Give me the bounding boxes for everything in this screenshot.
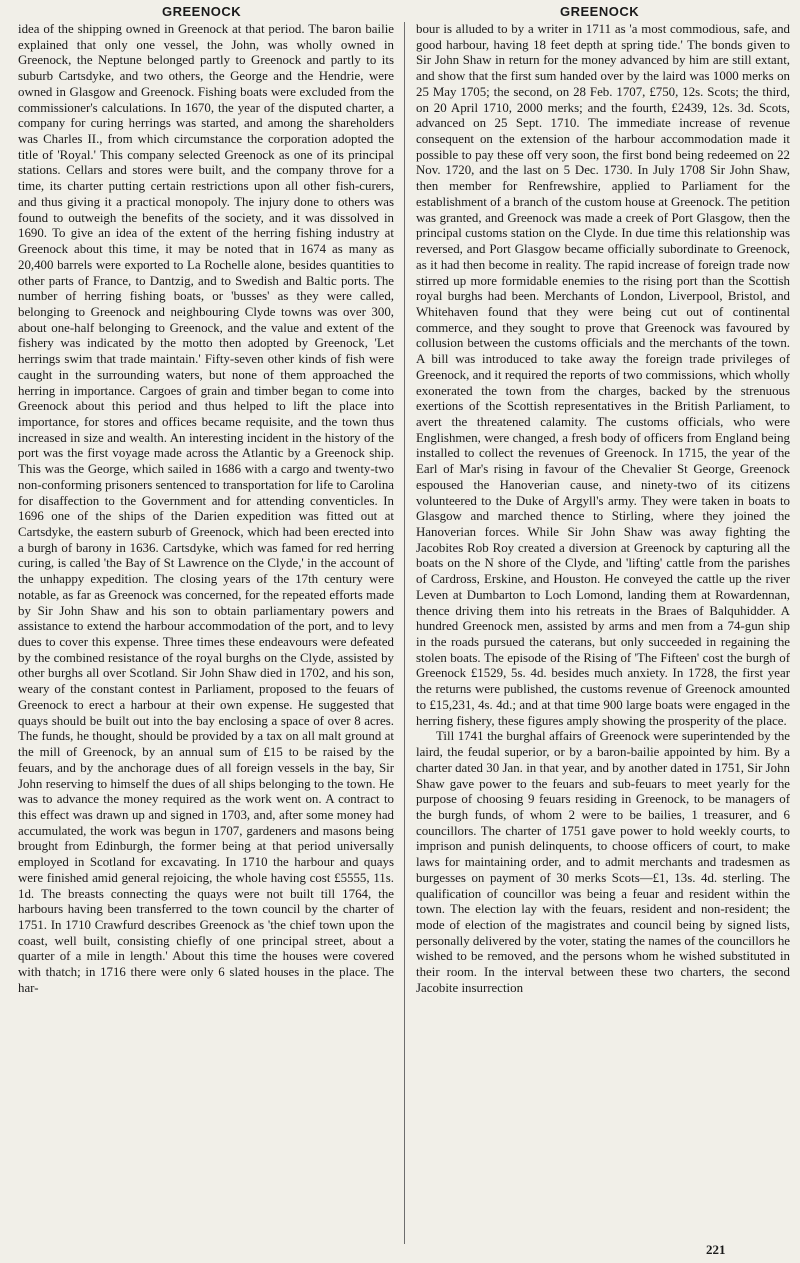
right-paragraph-1: bour is alluded to by a writer in 1711 as 'a most commodious, safe, and good harbour, having 18 feet depth at spring tide.' The bonds given to Sir John Shaw in return for the money advanced by him are still extant, and show that the first sum handed over by the laird was 1000 merks on 25 May 1705; the second, on 28 Feb. 1707, £750, 12s. Scots; the third, on 20 April 1710, 2000 merks; and the fourth, £2439, 12s. 3d. Scots, advanced on 25 Sept. 1710. The immediate increase of revenue consequent on the extension of the harbour accommodation made it possible to pay these off very soon, the first bond being redeemed on 22 Nov. 1720, and the last on 5 Dec. 1730. In July 1708 Sir John Shaw, then member for Renfrewshire, applied to Parliament for the establishment of a branch of the custom house at Greenock. The petition was granted, and Greenock was made a creek of Port Glasgow, then the principal customs station on the Clyde. In due time this relationship was reversed, and Port Glasgow became officially subordinate to Greenock, as it had then become in reality. The rapid increase of foreign trade now stirred up more formidable enemies to the rising port than the Scottish royal burghs had been. Merchants of London, Liverpool, Bristol, and Whitehaven found that they were being cut out of continental commerce, and they sought to prove that Greenock was favoured by collusion between the customs officials and the merchants of the town. A bill was introduced to take away the foreign trade privileges of Greenock, and it required the reports of two commissions, which wholly exonerated the town from the charges, backed by the strenuous exertions of the Scottish representatives in the British Parliament, to avert the threatened calamity. The customs officials, who were Englishmen, were changed, a fresh body of officers from England being installed to collect the revenues of Greenock. In 1715, the year of the Earl of Mar's rising in favour of the Chevalier St George, Greenock espoused the Hanoverian cause, and ninety-two of its citizens volunteered to the Duke of Argyll's army. They were taken in boats to Glasgow and marched thence to Stirling, where they joined the Hanoverian forces. While Sir John Shaw was away fighting the Jacobites Rob Roy created a diversion at Greenock by capturing all the boats on the N shore of the Clyde, and 'lifting' cattle from the parishes of Cardross, Erskine, and Houston. He conveyed the cattle up the river Leven at Dumbarton to Loch Lomond, landing them at Rowardennan, thence driving them into his retreats in the Braes of Balquhidder. A hundred Greenock men, assisted by arms and men from a 74-gun ship in the roads pursued the caterans, but only succeeded in regaining the stolen boats. The episode of the Rising of 'The Fifteen' cost the burgh of Greenock £1529, 5s. 4d. besides much anxiety. In 1728, the first year the returns were published, the customs revenue of Greenock amounted to £15,231, 4s. 4d.; and at that time 900 large boats were engaged in the herring fishery, these figures amply showing the prosperity of the place.: [416, 22, 790, 728]
running-head-left: GREENOCK: [162, 4, 242, 19]
left-paragraph-1: idea of the shipping owned in Greenock at that period. The baron bailie explained that only one vessel, the John, was wholly owned in Greenock, the Neptune belonged partly to Greenock and partly to its suburb Cartsdyke, and two others, the George and the Hendrie, were owned in Glasgow and Greenock. Fishing boats were excluded from the commissioner's calculations. In 1670, the year of the disputed charter, a company for curing herrings was started, and among the shareholders was Charles II., from which circumstance the corporation adopted the title of 'Royal.' This company selected Greenock as one of its principal stations. Cellars and stores were built, and the company throve for a time, its charter putting certain restrictions upon all other fish-curers, and thus giving it a practical monopoly. The injury done to others was found to outweigh the benefits of the society, and it was dissolved in 1690. To give an idea of the extent of the herring fishing industry at Greenock about this time, it may be noted that in 1674 as many as 20,400 barrels were exported to La Rochelle alone, besides quantities to other parts of France, to Dantzig, and to Swedish and Baltic ports. The number of herring fishing boats, or 'busses' as they were called, belonging to Greenock and neighbouring Clyde towns was over 300, about one-half belonging to Greenock, and the value and extent of the fishery was indicated by the motto then adopted by Greenock, 'Let herrings swim that trade maintain.' Fifty-seven other kinds of fish were caught in the surrounding waters, but none of them approached the herring in importance. Cargoes of grain and timber began to come into Greenock about this period and thus helped to lift the place into importance, for stores and offices became requisite, and the town thus increased in size and wealth. An interesting incident in the history of the port was the first voyage made across the Atlantic by a Greenock ship. This was the George, which sailed in 1686 with a cargo and twenty-two non-conforming prisoners sentenced to transportation for life to Carolina for disaffection to the Government and for attending conventicles. In 1696 one of the ships of the Darien expedition was fitted out at Cartsdyke, the eastern suburb of Greenock, which had been erected into a burgh of barony in 1636. Cartsdyke, which was famed for red herring curing, is called 'the Bay of St Lawrence on the Clyde,' in the account of the unhappy expedition. The closing years of the 17th century were notable, as far as Greenock was concerned, for the repeated efforts made by Sir John Shaw and his son to obtain parliamentary powers and assistance to extend the harbour accommodation of the port, and to levy dues to cover this expense. Three times these endeavours were defeated by the combined resistance of the royal burghs on the Clyde, assisted by other burghs all over Scotland. Sir John Shaw died in 1702, and his son, weary of the constant contest in Parliament, proposed to the feuars of Greenock to erect a harbour at their own expense. He suggested that quays should be built out into the bay enclosing a space of over 8 acres. The funds, he thought, should be provided by a tax on all malt ground at the mill of Greenock, by an annual sum of £15 to be raised by the feuars, and by the anchorage dues of all foreign vessels in the bay, Sir John reserving to himself the dues of all ships belonging to the town. He was to advance the money required as the work went on. A contract to this effect was drawn up and signed in 1703, and, after some money had accumulated, the work was begun in 1707, gardeners and masons being brought from Edinburgh, the former being at that period universally employed in Scotland for excavating. In 1710 the harbour and quays were finished amid general rejoicing, the whole having cost £5555, 11s. 1d. The breasts connecting the quays were not built till 1764, the harbours having been transferred to the town council by the charter of 1751. In 1710 Crawfurd describes Greenock as 'the chief town upon the coast, well built, consisting chiefly of one principal street, about a quarter of a mile in length.' About this time the houses were covered with thatch; in 1716 there were only 6 slated houses in the place. The har-: [18, 22, 394, 995]
page-number: 221: [706, 1242, 726, 1257]
right-text-column: [416, 22, 790, 1244]
left-text-column: [18, 22, 394, 1244]
running-head-right: GREENOCK: [560, 4, 640, 19]
column-divider: [404, 22, 405, 1244]
right-paragraph-2: Till 1741 the burghal affairs of Greenock were superintended by the laird, the feudal superior, or by a baron-bailie appointed by him. By a charter dated 30 Jan. in that year, and by another dated in 1751, Sir John Shaw gave power to the feuars and sub-feuars to meet yearly for the purpose of choosing 9 feuars residing in Greenock, to be managers of the burgh funds, of whom 2 were to be bailies, 1 treasurer, and 6 councillors. The charter of 1751 gave power to hold weekly courts, to imprison and punish delinquents, to choose officers of court, to make laws for maintaining order, and to admit merchants and tradesmen as burgesses on payment of 30 merks Scots—£1, 13s. 4d. sterling. The qualification of councillor was being a feuar and resident within the town. The election lay with the feuars, resident and non-resident; the mode of election of the magistrates and council being by signed lists, personally delivered by the voter, stating the names of the councillors he wished to be removed, and the persons whom he wished substituted in their room. In the interval between these two charters, the second Jacobite insurrection: [416, 729, 790, 995]
